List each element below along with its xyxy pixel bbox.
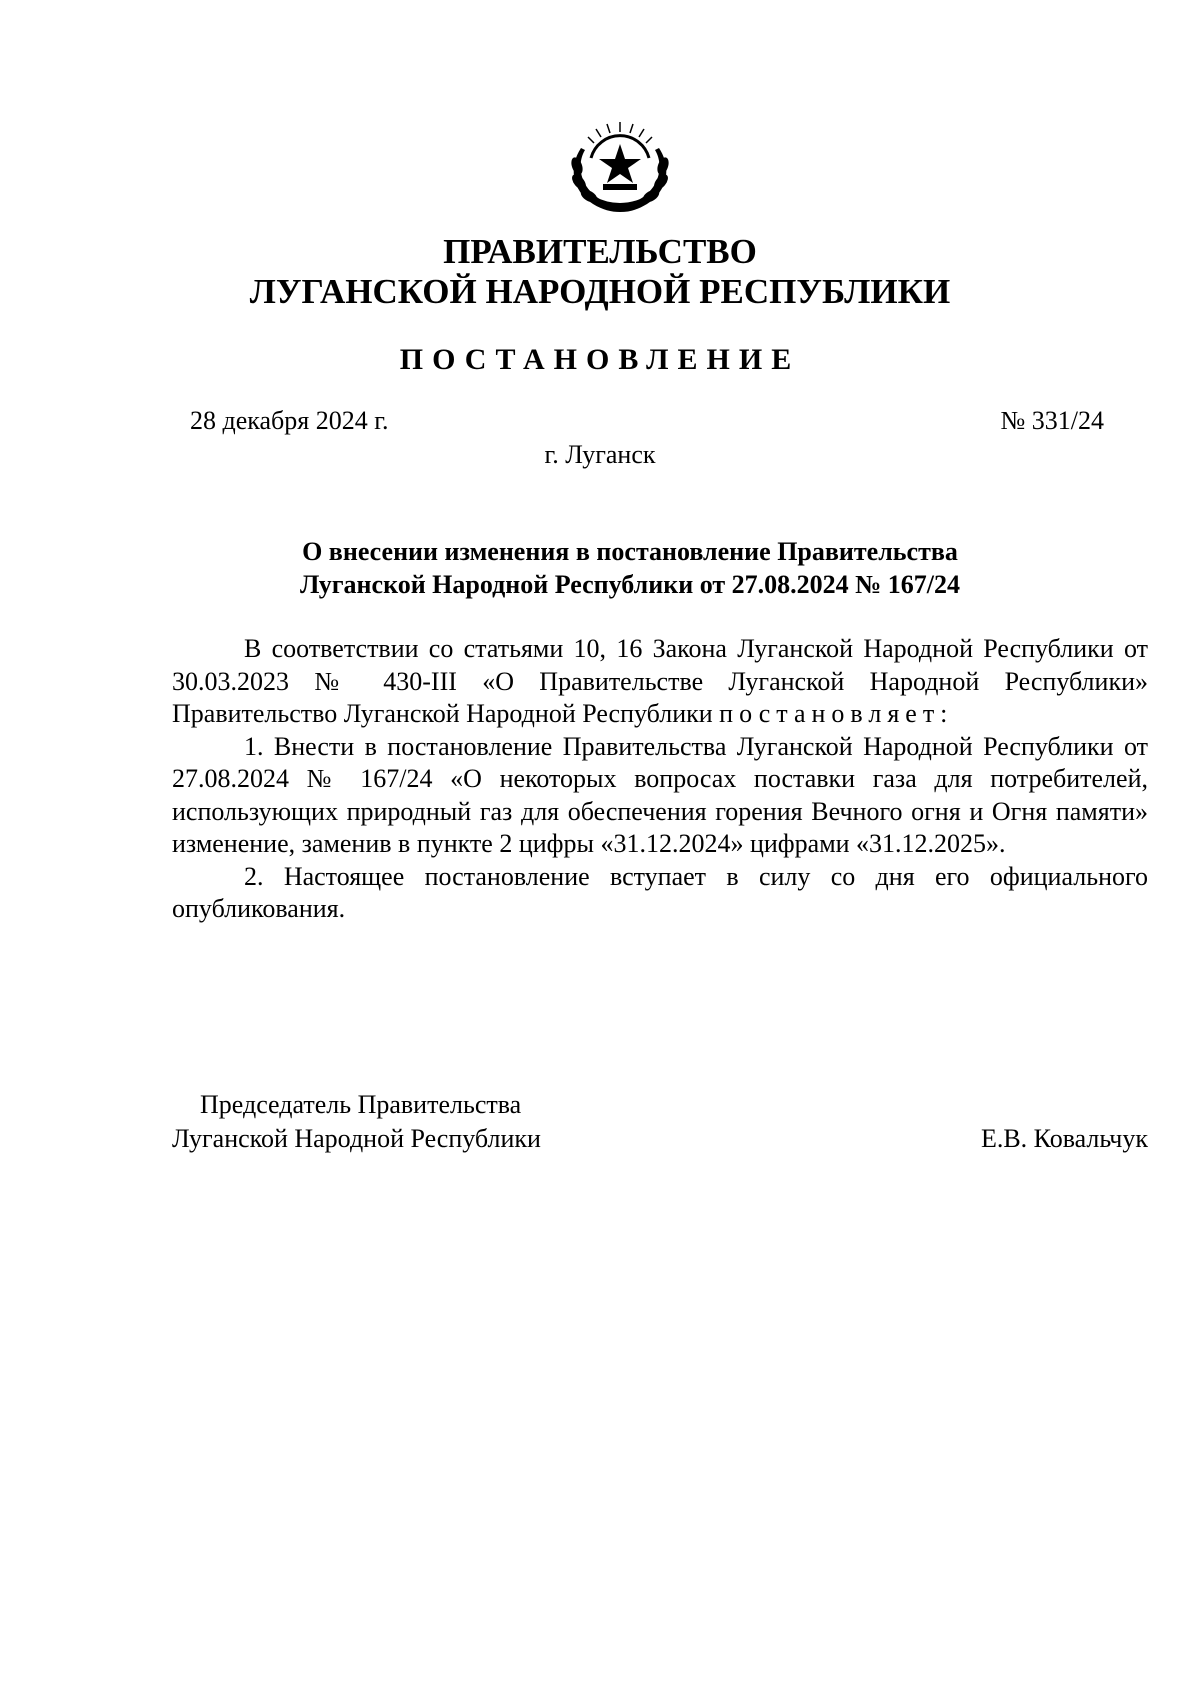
org-title-line1: ПРАВИТЕЛЬСТВО bbox=[443, 232, 757, 271]
emblem-icon bbox=[563, 118, 677, 218]
document-date: 28 декабря 2024 г. bbox=[190, 406, 389, 435]
document-type: ПОСТАНОВЛЕНИЕ bbox=[399, 343, 801, 376]
document-number: № 331/24 bbox=[1000, 406, 1104, 435]
resolves-word: постановляет: bbox=[719, 699, 954, 728]
body-item-1: 1. Внести в постановление Правительства Луганской Народной Республики от 27.08.2024 № 167/24 «О некоторых вопросах поставки газа для потребителей, использующих природный газ для обеспечения горения Вечного огня и Огня памяти» изменение, заменив в пункте 2 цифры «31.12.2024» цифрами «31.12.2025». bbox=[172, 731, 1148, 858]
document-body bbox=[172, 633, 1148, 926]
body-item-2: 2. Настоящее постановление вступает в силу со дня его официального опубликования. bbox=[172, 861, 1148, 923]
subject-line1: О внесении изменения в постановление Правительства bbox=[302, 537, 958, 566]
document-subject bbox=[200, 535, 1060, 601]
document-city: г. Луганск bbox=[544, 440, 656, 469]
subject-line2: Луганской Народной Республики от 27.08.2024 № 167/24 bbox=[300, 570, 960, 599]
signatory-position bbox=[172, 1088, 541, 1156]
signatory-position-line1: Председатель Правительства bbox=[200, 1090, 522, 1119]
signatory-name: Е.В. Ковальчук bbox=[980, 1124, 1148, 1153]
body-preamble bbox=[172, 633, 1148, 731]
org-title-line2: ЛУГАНСКОЙ НАРОДНОЙ РЕСПУБЛИКИ bbox=[249, 272, 951, 311]
preamble-text: В соответствии со статьями 10, 16 Закона Луганской Народной Республики от 30.03.2023 № 430-III «О Правительстве Луганской Народной Республики» Правительство Луганской Народной Республики bbox=[172, 634, 1148, 728]
signatory-position-line2: Луганской Народной Республики bbox=[172, 1124, 541, 1153]
